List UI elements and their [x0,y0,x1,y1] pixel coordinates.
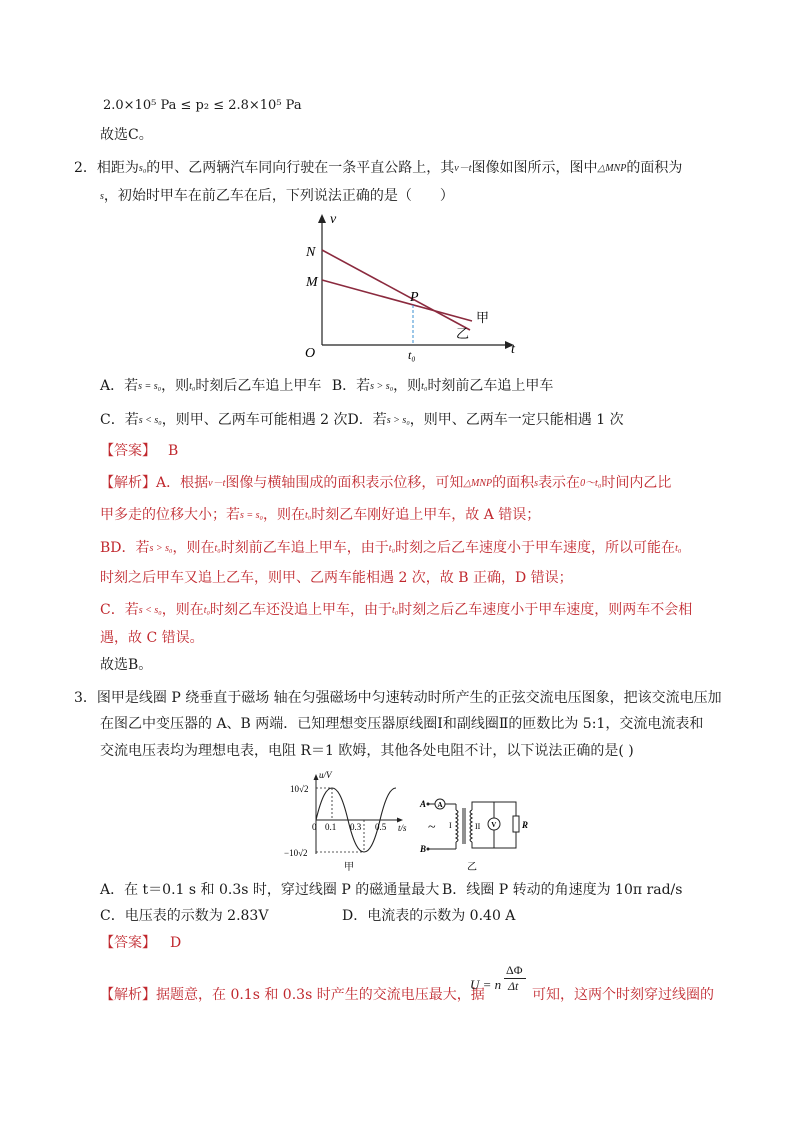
t0-label: t₀ [408,348,416,362]
option-c: C．电压表的示数为 2.83V [100,908,269,924]
peak-value-label: 10√2 [290,784,309,794]
explanation-text: 时间内乙比 [601,475,672,491]
terminal-a-label: A [420,799,427,809]
secondary-coil-label: II [475,822,481,831]
option-d [348,412,624,428]
q3-answer [100,933,181,953]
t0-symbol: t₀ [675,543,682,554]
terminal-b-label: B [420,844,427,854]
explanation-text: ，则在 [161,602,204,618]
answer-label: 【答案】 [100,443,156,459]
option-a: A．在 t＝0.1 s 和 0.3s 时，穿过线圈 P 的磁通量最大 [100,882,440,898]
tick-label-03: 0.3 [350,822,362,832]
q2-explanation-line6: 遇，故 C 错误。 [100,630,204,646]
q3-stem-line1: 3．图甲是线圈 P 绕垂直于磁场 轴在匀强磁场中匀速转动时所产生的正弦交流电压图象，把该交流电压加 [74,690,722,706]
q2-vt-symbol: v－t [454,163,472,174]
q2-stem-text: ，初始时甲车在前乙车在后，下列说法正确的是（ ） [103,188,454,204]
voltmeter-label: V [491,821,497,829]
jia-label: 甲 [476,310,490,325]
resistor-icon [513,816,519,832]
trough-value-label: −10√2 [284,848,308,858]
vt-symbol: v－t [208,478,226,489]
point-m-label: M [306,275,318,290]
option-c-prefix: C．若 [100,412,139,428]
q2-options-row2 [100,410,624,431]
primary-coil-icon [456,810,458,842]
option-b-t0: t₀ [421,381,428,392]
prev-answer-line: 故选C。 [100,127,153,143]
q3-options-row2 [100,906,516,926]
explanation-text: C．若 [100,602,139,618]
condition-symbol: s < s₀ [138,605,162,616]
line-yi [322,250,470,330]
time-range-symbol: 0～t₀ [580,478,602,489]
q2-number: 2． [74,160,97,176]
primary-coil-label: I [449,821,452,830]
option-c-text: ，则甲、乙两车可能相遇 2 次 [161,412,348,428]
q2-explanation-line4: 时刻之后甲车又追上乙车，则甲、乙两车能相遇 2 次，故 B 正确，D 错误； [100,570,573,586]
option-d-condition: s > s₀ [386,415,410,426]
option-c [100,412,348,428]
t0-symbol: t₀ [305,510,312,521]
v-axis-label: v [330,212,337,227]
explanation-text: 时刻前乙车追上甲车，由于 [220,540,389,556]
q2-triangle-symbol: △MNP [597,163,627,174]
option-a-condition: s = s₀ [138,381,162,392]
explanation-text: 时刻之后乙车速度小于甲车速度，则两车不会相 [398,602,693,618]
q2-explanation-line5 [100,600,692,621]
figure-caption-jia: 甲 [344,862,354,873]
formula-lhs: U = n [470,977,502,992]
q2-stem-text: 的面积为 [626,160,683,176]
line-jia [322,280,472,321]
q2-stem-text: 的甲、乙两辆汽车同向行驶在一条平直公路上，其 [146,160,455,176]
figure-caption-yi: 乙 [467,862,477,873]
option-d: D．电流表的示数为 0.40 A [342,908,516,924]
q2-s0-symbol: s₀ [138,163,147,174]
ammeter-label: A [437,801,443,809]
q3-explanation-line [100,985,485,1005]
option-a-prefix: A．若 [100,378,139,394]
q2-explanation-line1 [100,473,671,494]
triangle-symbol: △MNP [463,478,493,489]
explanation-text: 时刻之后乙车速度小于甲车速度，所以可能在 [395,540,676,556]
option-a [100,378,321,394]
explanation-text: 甲多走的位移大小；若 [100,507,240,523]
option-b-condition: s > s₀ [370,381,394,392]
option-b [332,378,554,394]
option-b-prefix: B．若 [331,378,371,394]
explanation-text: ，则在 [172,540,215,556]
explanation-text: 【解析】A．根据 [100,475,209,491]
secondary-coil-icon [470,810,472,842]
q2-answer [100,441,178,461]
q3-stem-line3: 交流电压表均为理想电表，电阻 R＝1 欧姆，其他各处电阻不计，以下说法正确的是( ) [100,743,634,759]
option-b-text: ，则 [393,378,422,394]
explanation-text: BD．若 [100,540,150,556]
option-a-text: 时刻后乙车追上甲车 [195,378,322,394]
q2-explanation-line3 [100,538,681,559]
q2-options-row1 [100,376,553,397]
transformer-circuit [419,799,528,873]
answer-value: D [170,935,182,951]
option-a-text: ，则 [161,378,190,394]
voltage-graph [284,770,407,873]
ac-source-symbol: ~ [428,820,436,835]
t0-symbol: t₀ [388,543,396,554]
q2-explanation-line2 [100,505,540,526]
voltage-axis-label: u/V [319,770,332,780]
origin-label: O [305,346,316,361]
pressure-inequality: 2.0×10⁵ Pa ≤ p₂ ≤ 2.8×10⁵ Pa [103,98,302,113]
formula-numerator: ΔΦ [506,963,523,977]
q2-stem-line2 [100,186,454,207]
explanation-text: 【解析】据题意，在 0.1s 和 0.3s 时产生的交流电压最大，据 [100,987,485,1003]
condition-symbol: s = s₀ [240,510,264,521]
tick-label-05: 0.5 [375,822,387,832]
time-axis-label: t/s [398,823,407,833]
t0-symbol: t₀ [392,605,399,616]
voltage-axis-arrow [314,774,319,780]
vt-graph [300,208,530,363]
q2-s-symbol: s [100,191,104,202]
tick-label-0: 0 [312,822,317,832]
explanation-text: ，则在 [263,507,306,523]
formula-denominator: Δt [508,979,519,993]
t0-symbol: t₀ [214,543,221,554]
q2-stem-text: 相距为 [96,160,139,176]
q3-explanation-tail: 可知，这两个时刻穿过线圈的 [532,987,714,1003]
explanation-text: 时刻乙车还没追上甲车，由于 [210,602,392,618]
t0-symbol: t₀ [203,605,210,616]
t-axis-label: t [511,342,515,357]
s-symbol: s [534,478,539,489]
yi-label: 乙 [456,326,470,341]
time-axis-arrow [397,818,403,823]
condition-symbol: s > s₀ [149,543,173,554]
q3-stem-line2: 在图乙中变压器的 A、B 两端．已知理想变压器原线圈Ⅰ和副线圈Ⅱ的匝数比为 5:1，交流电流表和 [100,716,704,732]
explanation-text: 时刻乙车刚好追上甲车，故 A 错误； [311,507,541,523]
point-p-label: P [410,290,419,305]
q2-final-answer: 故选B。 [100,657,153,673]
q3-figure [282,768,532,873]
point-n-label: N [306,245,316,260]
explanation-text: 的面积 [492,475,535,491]
option-b: B．线圈 P 转动的角速度为 10π rad/s [442,882,683,898]
tick-label-01: 0.1 [325,822,337,832]
option-c-condition: s < s₀ [138,415,162,426]
explanation-text: 图像与横轴围成的面积表示位移，可知 [225,475,464,491]
option-b-text: 时刻前乙车追上甲车 [427,378,554,394]
answer-value: B [168,443,179,459]
q2-stem-text: 图像如图所示，图中 [471,160,598,176]
q2-stem-line1 [74,158,682,179]
explanation-text: 表示在 [538,475,581,491]
option-a-t0: t₀ [189,381,196,392]
option-d-text: ，则甲、乙两车一定只能相遇 1 次 [409,412,624,428]
v-axis-arrow [318,214,326,223]
option-d-prefix: D．若 [347,412,387,428]
q3-options-row1 [100,880,683,900]
resistor-label: R [522,820,529,830]
answer-label: 【答案】 [100,935,156,951]
